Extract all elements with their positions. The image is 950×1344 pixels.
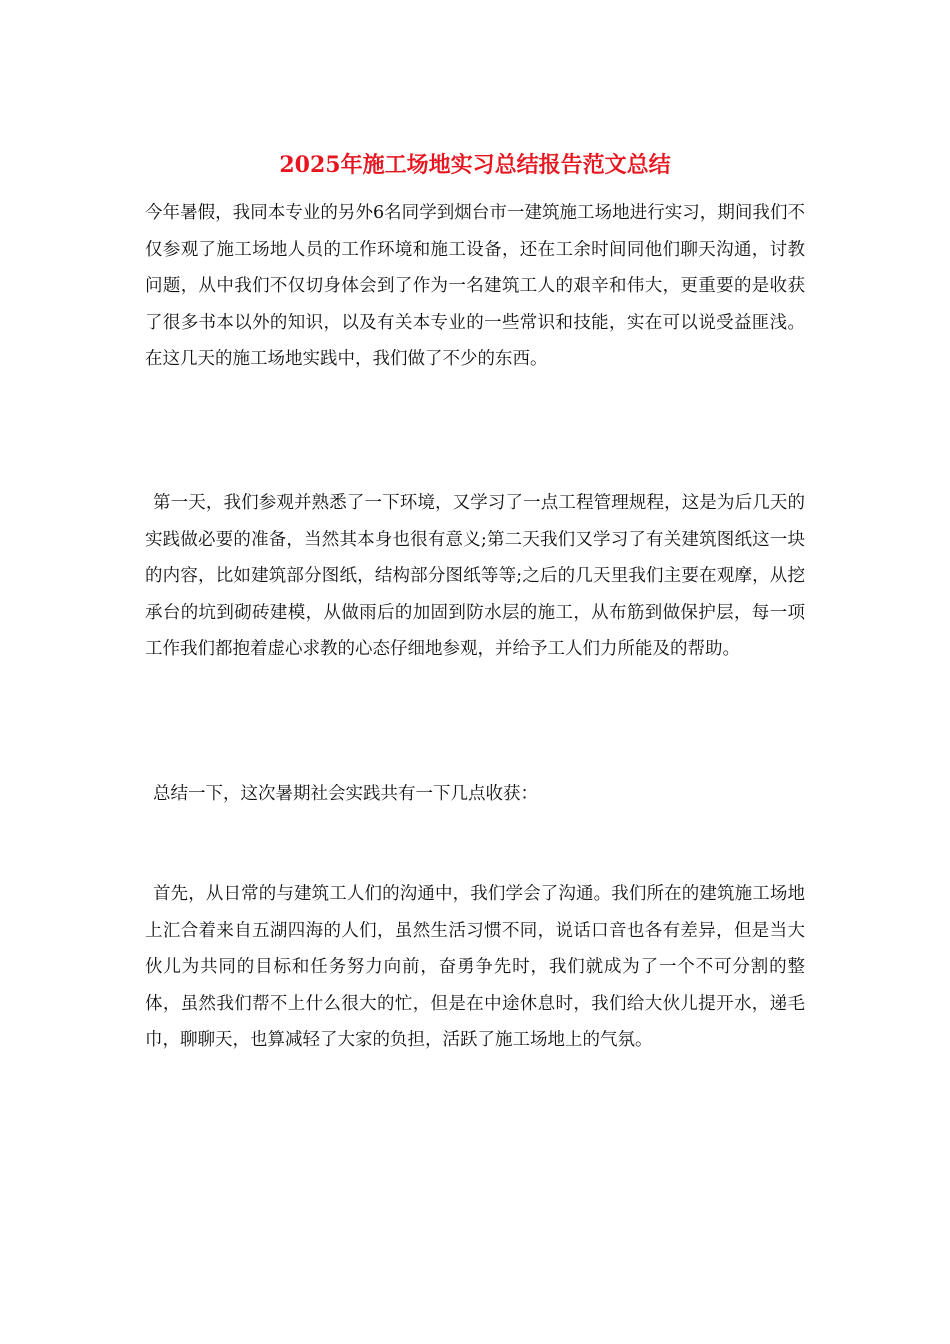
paragraph-activities: 第一天，我们参观并熟悉了一下环境，又学习了一点工程管理规程，这是为后几天的实践做必要的准备，当然其本身也很有意义;第二天我们又学习了有关建筑图纸这一块的内容，比如建筑部分图纸，结构部分图纸等等;之后的几天里我们主要在观摩，从挖承台的坑到砌砖建模，从做雨后的加固到防水层的施工，从布筋到做保护层，每一项工作我们都抱着虚心求教的心态仔细地参观，并给予工人们力所能及的帮助。 xyxy=(145,493,805,659)
paragraph-summary-lead: 总结一下，这次暑期社会实践共有一下几点收获： xyxy=(153,784,538,804)
paragraph-intro: 今年暑假，我同本专业的另外6名同学到烟台市一建筑施工场地进行实习，期间我们不仅参观了施工场地人员的工作环境和施工设备，还在工余时间同他们聊天沟通，讨教问题，从中我们不仅切身体会到了作为一名建筑工人的艰辛和伟大，更重要的是收获了很多书本以外的知识，以及有关本专业的一些常识和技能，实在可以说受益匪浅。在这几天的施工场地实践中，我们做了不少的东西。 xyxy=(145,203,805,369)
document-title: 2025年施工场地实习总结报告范文总结 xyxy=(279,152,671,178)
paragraph-first-gain: 首先，从日常的与建筑工人们的沟通中，我们学会了沟通。我们所在的建筑施工场地上汇合着来自五湖四海的人们，虽然生活习惯不同，说话口音也各有差异，但是当大伙儿为共同的目标和任务努力向前，奋勇争先时，我们就成为了一个不可分割的整体，虽然我们帮不上什么很大的忙，但是在中途休息时，我们给大伙儿提开水，递毛巾，聊聊天，也算减轻了大家的负担，活跃了施工场地上的气氛。 xyxy=(145,884,805,1050)
